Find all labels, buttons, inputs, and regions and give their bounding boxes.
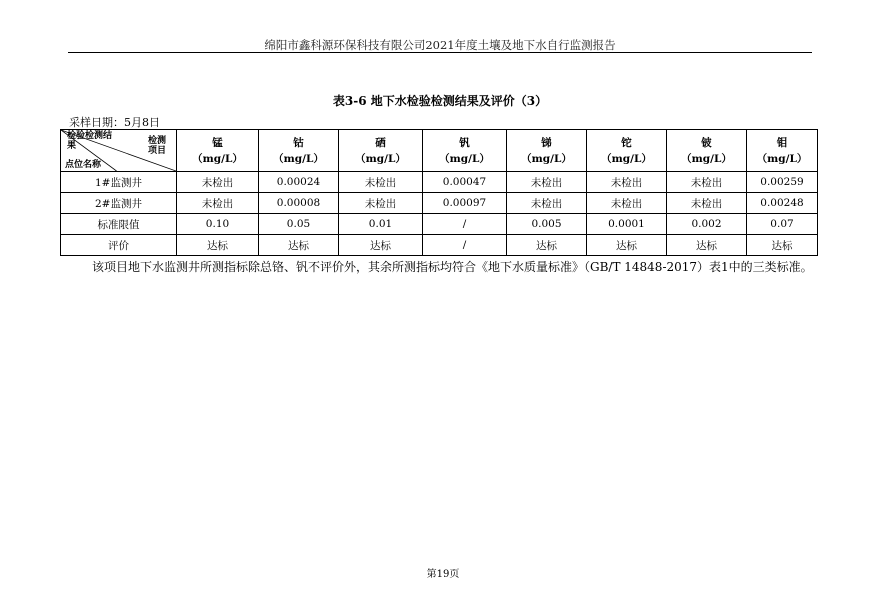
corner-label-result: 检验检测结果 [67,131,113,151]
column-unit: （mg/L） [521,152,572,165]
column-unit: （mg/L） [192,152,243,165]
column-name: 铍 [701,136,712,149]
table-cell: 未检出 [339,172,423,193]
row-label: 标准限值 [61,214,177,235]
column-name: 钼 [776,136,788,149]
table-cell: 达标 [339,235,423,256]
row-label: 评价 [61,235,177,256]
column-unit: （mg/L） [439,152,490,165]
table-cell: 未检出 [507,193,587,214]
table-cell: 0.00024 [259,172,339,193]
column-header-thallium [587,130,667,172]
table-cell: 未检出 [177,193,259,214]
column-header-cobalt [259,130,339,172]
report-header-title: 绵阳市鑫科源环保科技有限公司2021年度土壤及地下水自行监测报告 [264,38,616,52]
column-header-selenium [339,130,423,172]
column-unit: （mg/L） [756,152,808,165]
header-divider [68,52,812,53]
conclusion-paragraph: 该项目地下水监测井所测指标除总铬、钒不评价外，其余所测指标均符合《地下水质量标准》（GB/T 14848-2017）表1中的三类标准。 [92,260,813,274]
table-cell: 0.00008 [259,193,339,214]
table-cell: 未检出 [507,172,587,193]
table-header-row [61,130,818,172]
table-cell: 0.00047 [423,172,507,193]
table-cell: 未检出 [177,172,259,193]
column-unit: （mg/L） [273,152,324,165]
column-unit: （mg/L） [601,152,652,165]
table-cell: 达标 [667,235,747,256]
column-header-manganese [177,130,259,172]
table-cell: 达标 [747,235,818,256]
table-cell: 0.00097 [423,193,507,214]
table-row [61,214,818,235]
column-unit: （mg/L） [681,152,732,165]
table-cell: 0.05 [259,214,339,235]
sample-date: 采样日期：5月8日 [69,116,160,129]
row-label: 2#监测井 [61,193,177,214]
table-cell: 未检出 [587,193,667,214]
column-name: 锰 [212,136,223,149]
table-cell: 达标 [177,235,259,256]
table-row [61,193,818,214]
table-cell: 达标 [507,235,587,256]
table-cell: 未检出 [339,193,423,214]
corner-label-item: 检测项目 [148,136,167,156]
table-cell: 0.005 [507,214,587,235]
table-cell: 未检出 [587,172,667,193]
table-cell: / [423,214,507,235]
column-name: 硒 [375,136,386,149]
column-name: 钒 [459,136,470,149]
table-cell: 0.07 [747,214,818,235]
column-header-molybdenum [747,130,818,172]
column-unit: （mg/L） [355,152,406,165]
column-header-vanadium [423,130,507,172]
column-name: 钴 [293,136,304,149]
table-cell: 0.00248 [747,193,818,214]
table-cell: 0.002 [667,214,747,235]
table-cell: / [423,235,507,256]
table-caption: 表3-6 地下水检验检测结果及评价（3） [332,94,548,108]
table-cell: 达标 [259,235,339,256]
column-name: 铊 [621,136,632,149]
table-cell: 未检出 [667,172,747,193]
table-row [61,235,818,256]
table-cell: 0.10 [177,214,259,235]
table-cell: 0.01 [339,214,423,235]
column-name: 锑 [541,136,552,149]
column-header-antimony [507,130,587,172]
table-row [61,172,818,193]
table-cell: 达标 [587,235,667,256]
table-cell: 0.00259 [747,172,818,193]
corner-label-point: 点位名称 [65,160,102,170]
table-cell: 未检出 [667,193,747,214]
page-number: 第19页 [426,569,460,580]
table-cell: 0.0001 [587,214,667,235]
row-label: 1#监测井 [61,172,177,193]
results-table [60,129,818,256]
column-header-beryllium [667,130,747,172]
diagonal-header-cell [61,130,177,172]
